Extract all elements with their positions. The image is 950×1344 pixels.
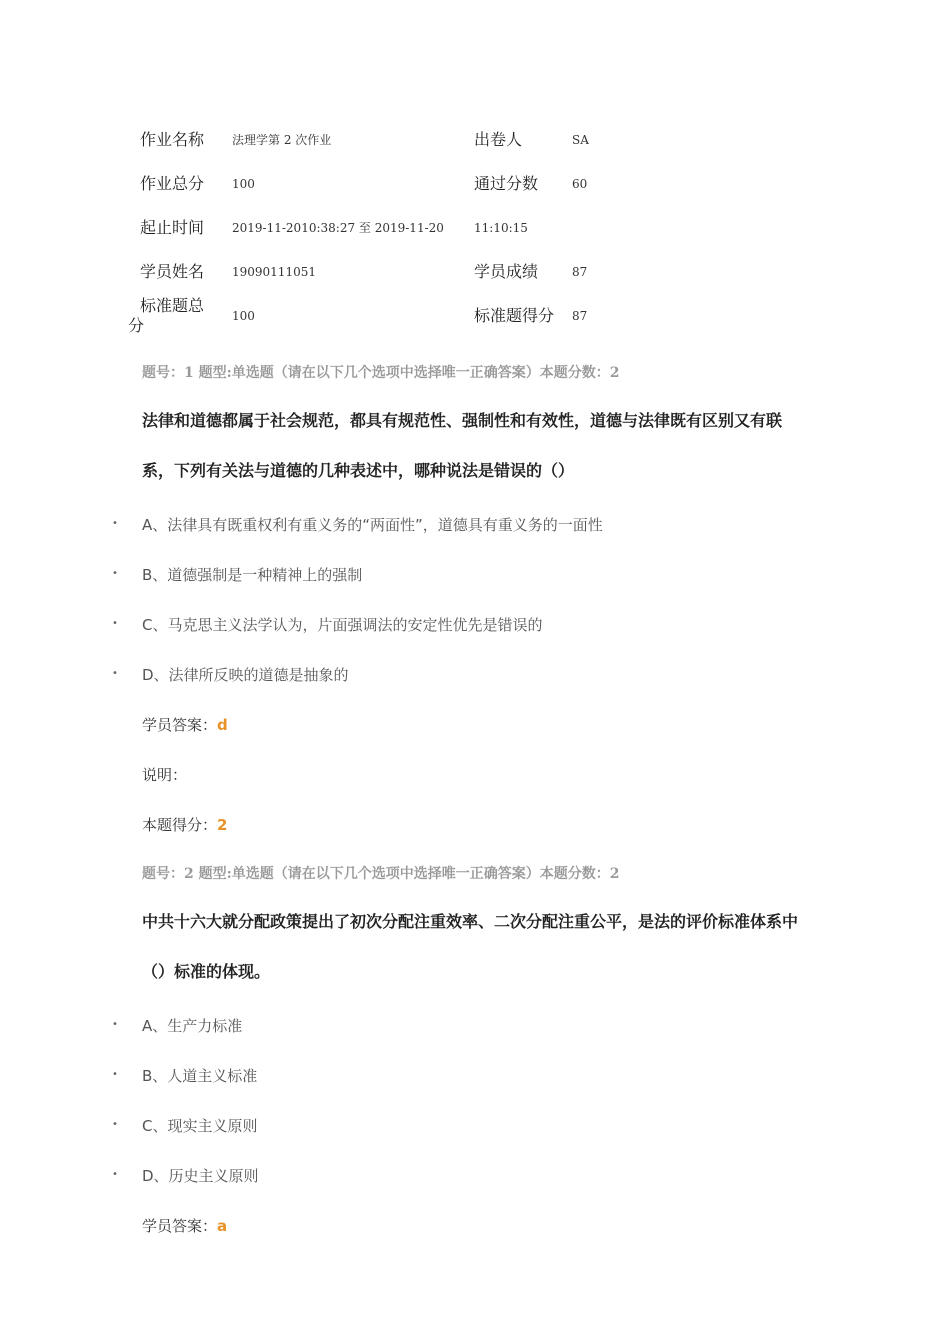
- info-value: 11:10:15: [474, 221, 528, 235]
- info-label: 标准题得分: [474, 306, 555, 325]
- option-item[interactable]: [0, 614, 950, 644]
- info-row: [128, 162, 648, 206]
- option-text: C、现实主义原则: [142, 1117, 258, 1135]
- score-value: 2: [217, 816, 228, 834]
- option-text: D、历史主义原则: [142, 1167, 259, 1185]
- student-answer: [142, 1215, 227, 1236]
- info-label: 作业名称: [140, 130, 205, 149]
- info-value: 60: [572, 177, 588, 191]
- info-value: 100: [232, 309, 255, 323]
- option-text: D、法律所反映的道德是抽象的: [142, 666, 349, 684]
- option-text: C、马克思主义法学认为，片面强调法的安定性优先是错误的: [142, 616, 543, 634]
- info-row: [128, 294, 648, 338]
- info-row: [128, 250, 648, 294]
- student-answer: [142, 714, 228, 735]
- question-text: 中共十六大就分配政策提出了初次分配注重效率、二次分配注重公平，是法的评价标准体系中（）标准的体现。: [142, 912, 799, 981]
- info-value: 19090111051: [232, 265, 316, 279]
- option-text: A、生产力标准: [142, 1017, 243, 1035]
- option-item[interactable]: [0, 664, 950, 694]
- answer-value: d: [217, 716, 228, 734]
- question-meta: 题号：2 题型:单选题（请在以下几个选项中选择唯一正确答案）本题分数：2: [142, 866, 620, 882]
- info-row: [128, 206, 648, 250]
- bullet-icon: •: [112, 1119, 118, 1130]
- info-value: 法理学第 2 次作业: [232, 133, 332, 147]
- bullet-icon: •: [112, 1169, 118, 1180]
- option-item[interactable]: [0, 514, 950, 544]
- info-value: 2019-11-2010:38:27 至 2019-11-20: [232, 221, 444, 235]
- bullet-icon: •: [112, 568, 118, 579]
- info-label: 起止时间: [140, 218, 205, 237]
- question-meta: 题号：1 题型:单选题（请在以下几个选项中选择唯一正确答案）本题分数：2: [142, 365, 620, 381]
- option-text: B、人道主义标准: [142, 1067, 258, 1085]
- question-text: 法律和道德都属于社会规范，都具有规范性、强制性和有效性，道德与法律既有区别又有联系，下列有关法与道德的几种表述中，哪种说法是错误的（）: [142, 411, 783, 480]
- option-item[interactable]: [0, 1165, 950, 1195]
- option-item[interactable]: [0, 564, 950, 594]
- bullet-icon: •: [112, 1069, 118, 1080]
- option-text: B、道德强制是一种精神上的强制: [142, 566, 363, 584]
- info-label: 通过分数: [474, 174, 539, 193]
- score-label: 本题得分：: [142, 816, 218, 834]
- bullet-icon: •: [112, 618, 118, 629]
- answer-label: 学员答案：: [142, 716, 218, 734]
- info-label: 学员姓名: [140, 262, 205, 281]
- bullet-icon: •: [112, 668, 118, 679]
- info-value: 87: [572, 265, 588, 279]
- answer-label: 学员答案：: [142, 1217, 218, 1235]
- info-label: 作业总分: [140, 174, 205, 193]
- assignment-info-table: [128, 118, 648, 338]
- info-value: 87: [572, 309, 588, 323]
- info-label: 标准题总分: [128, 296, 205, 335]
- info-label: 出卷人: [474, 130, 523, 149]
- info-row: [128, 118, 648, 162]
- option-item[interactable]: [0, 1065, 950, 1095]
- answer-value: a: [217, 1217, 228, 1235]
- question-score: [142, 814, 227, 835]
- option-item[interactable]: [0, 1015, 950, 1045]
- info-label: 学员成绩: [474, 262, 539, 281]
- option-text: A、法律具有既重权利有重义务的“两面性”，道德具有重义务的一面性: [142, 516, 603, 534]
- bullet-icon: •: [112, 518, 118, 529]
- option-item[interactable]: [0, 1115, 950, 1145]
- bullet-icon: •: [112, 1019, 118, 1030]
- info-value: SA: [572, 133, 589, 147]
- info-value: 100: [232, 177, 255, 191]
- note-label: 说明：: [142, 766, 188, 784]
